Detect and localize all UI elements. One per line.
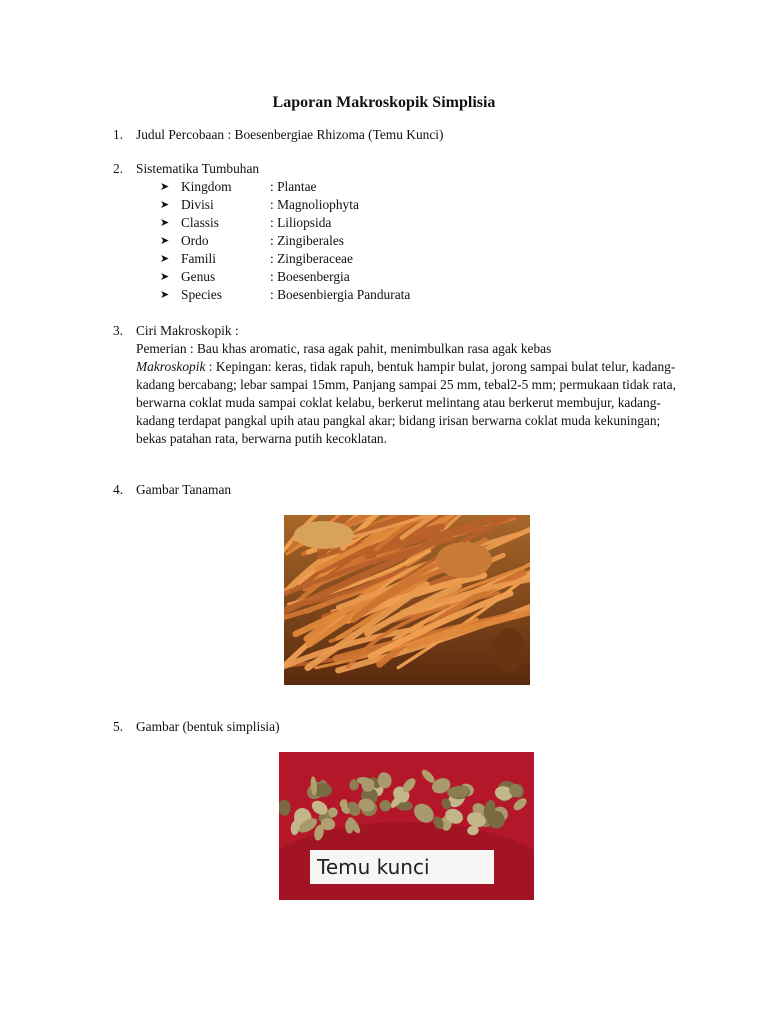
section-text: Ciri Makroskopik : [136,323,239,338]
taxonomy-value: : Zingiberaceae [270,251,353,266]
taxonomy-value: : Plantae [270,179,317,194]
section-text: Gambar Tanaman [136,482,232,497]
section-number: 5. [113,719,124,734]
taxonomy-key: Species [181,287,222,302]
bullet-arrow-icon: ➤ [160,181,170,193]
macroscopic-description [136,340,684,448]
bullet-arrow-icon: ➤ [160,253,170,265]
section-number: 1. [113,127,124,142]
taxonomy-key: Famili [181,251,216,266]
simplisia-slices-image [279,752,534,900]
taxonomy-value: : Boesenbergia [270,269,350,284]
taxonomy-value: : Boesenbiergia Pandurata [270,287,411,302]
taxonomy-value: : Magnoliophyta [270,197,359,212]
section-number: 3. [113,323,124,338]
temu-kunci-roots-image [284,515,530,685]
taxonomy-value: : Liliopsida [270,215,332,230]
section-text: Judul Percobaan : Boesenbergiae Rhizoma (Temu Kunci) [136,127,444,142]
makroskopik-text: : Kepingan: keras, tidak rapuh, bentuk hampir bulat, jorong sampai bulat telur, kadang-kadang bercabang; lebar sampai 15mm, Panjang sampai 25 mm, tebal2-5 mm; permukaan tidak rata, berwarna coklat muda sampai coklat kelabu, berkerut melintang atau berkerut membujur, kadang-kadang terdapat pangkal upih atau pangkal akar; bidang irisan berwarna coklat muda kekuningan; bekas patahan rata, berwarna putih kecoklatan. [136,359,676,446]
bullet-arrow-icon: ➤ [160,235,170,247]
taxonomy-key: Classis [181,215,219,230]
taxonomy-value: : Zingiberales [270,233,344,248]
taxonomy-key: Kingdom [181,179,232,194]
plant-photo [284,515,530,685]
bullet-arrow-icon: ➤ [160,289,170,301]
taxonomy-key: Ordo [181,233,209,248]
bullet-arrow-icon: ➤ [160,217,170,229]
section-text: Gambar (bentuk simplisia) [136,719,280,734]
taxonomy-key: Divisi [181,197,214,212]
taxonomy-key: Genus [181,269,216,284]
page-title: Laporan Makroskopik Simplisia [272,94,496,111]
simplisia-label: Temu kunci [317,855,430,879]
pemerian-text: Pemerian : Bau khas aromatic, rasa agak pahit, menimbulkan rasa agak kebas [136,341,552,356]
section-number: 4. [113,482,124,497]
simplisia-photo [279,752,534,900]
section-number: 2. [113,161,124,176]
bullet-arrow-icon: ➤ [160,199,170,211]
makroskopik-paragraph [136,358,684,448]
section-text: Sistematika Tumbuhan [136,161,260,176]
makroskopik-label: Makroskopik [136,359,206,374]
bullet-arrow-icon: ➤ [160,271,170,283]
